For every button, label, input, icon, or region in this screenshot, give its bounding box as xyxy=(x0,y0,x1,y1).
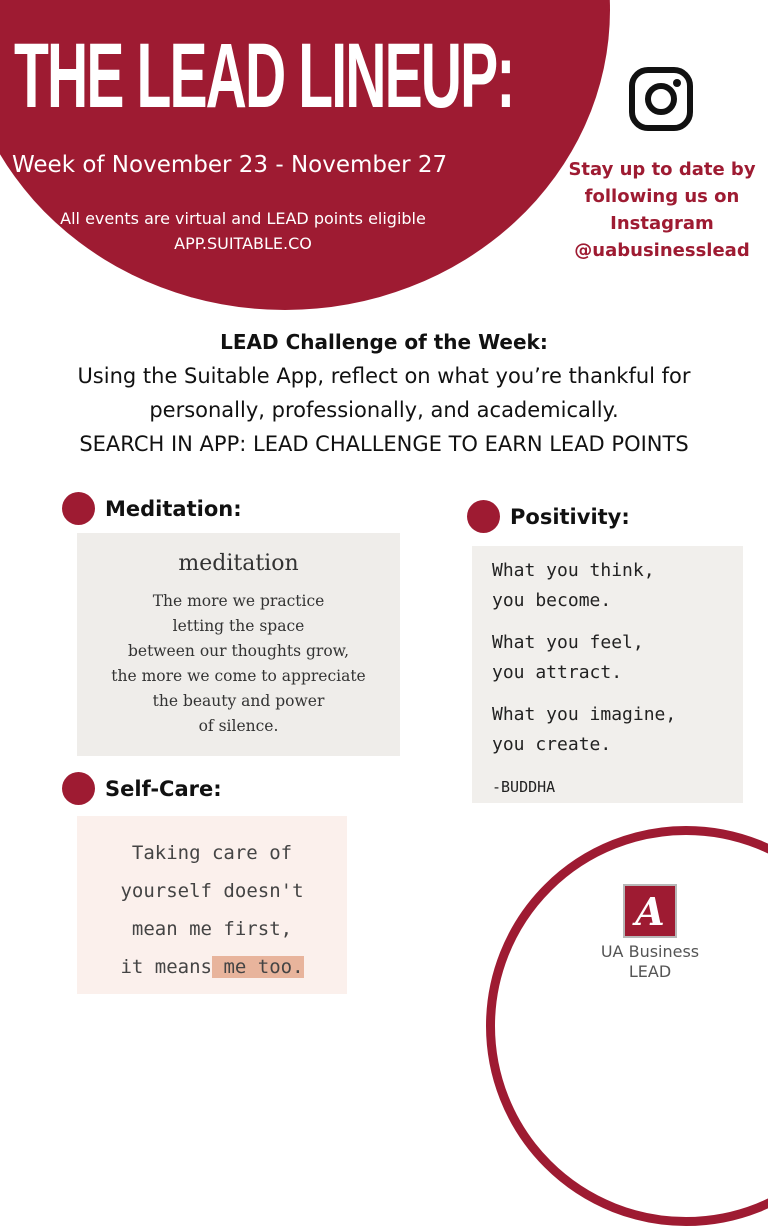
selfcare-card xyxy=(77,816,347,994)
quote-text: it means xyxy=(120,956,212,978)
instagram-line-3: Instagram xyxy=(610,213,714,234)
instagram-icon[interactable] xyxy=(628,66,694,132)
logo-line-1: UA Business xyxy=(600,942,700,961)
quote-line: you create. xyxy=(492,734,612,755)
positivity-heading-label: Positivity: xyxy=(510,504,630,529)
positivity-card xyxy=(472,546,743,803)
quote-line: the more we come to appreciate xyxy=(111,667,366,685)
quote-line: What you imagine, xyxy=(492,704,677,725)
quote-line: The more we practice xyxy=(152,592,325,610)
quote-line: What you think, xyxy=(492,560,655,581)
quote-line: What you feel, xyxy=(492,632,644,653)
page-title: THE LEAD LINEUP: xyxy=(14,25,514,127)
quote-line: the beauty and power xyxy=(152,692,325,710)
instagram-handle[interactable]: @uabusinesslead xyxy=(574,240,750,261)
quote-block xyxy=(492,556,743,616)
quote-line xyxy=(77,948,347,986)
bullet-dot xyxy=(62,492,95,525)
challenge-line-3: SEARCH IN APP: LEAD CHALLENGE TO EARN LEAD POINTS xyxy=(79,432,689,456)
logo-text xyxy=(572,942,728,982)
virtual-note xyxy=(20,206,466,256)
logo-line-2: LEAD xyxy=(628,962,672,981)
bullet-dot xyxy=(467,500,500,533)
meditation-heading-label: Meditation: xyxy=(105,496,242,521)
bullet-dot xyxy=(62,772,95,805)
quote-line: you attract. xyxy=(492,662,623,683)
quote-block xyxy=(492,628,743,688)
instagram-callout xyxy=(562,156,762,264)
quote-line: Taking care of xyxy=(131,842,293,864)
week-range: Week of November 23 - November 27 xyxy=(12,152,448,178)
challenge-title: LEAD Challenge of the Week: xyxy=(220,330,548,354)
quote-author: -BUDDHA xyxy=(492,778,556,796)
quote-highlight: me too. xyxy=(212,956,304,978)
meditation-card-title: meditation xyxy=(178,551,299,576)
virtual-note-text: All events are virtual and LEAD points eligible xyxy=(60,209,426,228)
quote-block xyxy=(492,700,743,760)
app-link[interactable]: APP.SUITABLE.CO xyxy=(174,234,312,253)
instagram-line-2: following us on xyxy=(584,186,740,207)
meditation-card xyxy=(77,533,400,756)
ua-logo-icon: A xyxy=(623,884,677,938)
weekly-challenge xyxy=(0,325,768,461)
quote-line: you become. xyxy=(492,590,612,611)
selfcare-heading xyxy=(62,772,222,805)
quote-line: yourself doesn't xyxy=(120,880,304,902)
meditation-heading xyxy=(62,492,242,525)
instagram-line-1: Stay up to date by xyxy=(568,159,756,180)
meditation-quote xyxy=(77,589,400,739)
challenge-line-1: Using the Suitable App, reflect on what you’re thankful for xyxy=(77,364,691,388)
quote-line: mean me first, xyxy=(131,918,293,940)
quote-line: of silence. xyxy=(198,717,279,735)
positivity-heading xyxy=(467,500,630,533)
quote-line: letting the space xyxy=(172,617,305,635)
challenge-line-2: personally, professionally, and academically. xyxy=(149,398,619,422)
selfcare-heading-label: Self-Care: xyxy=(105,776,222,801)
quote-line: between our thoughts grow, xyxy=(127,642,350,660)
